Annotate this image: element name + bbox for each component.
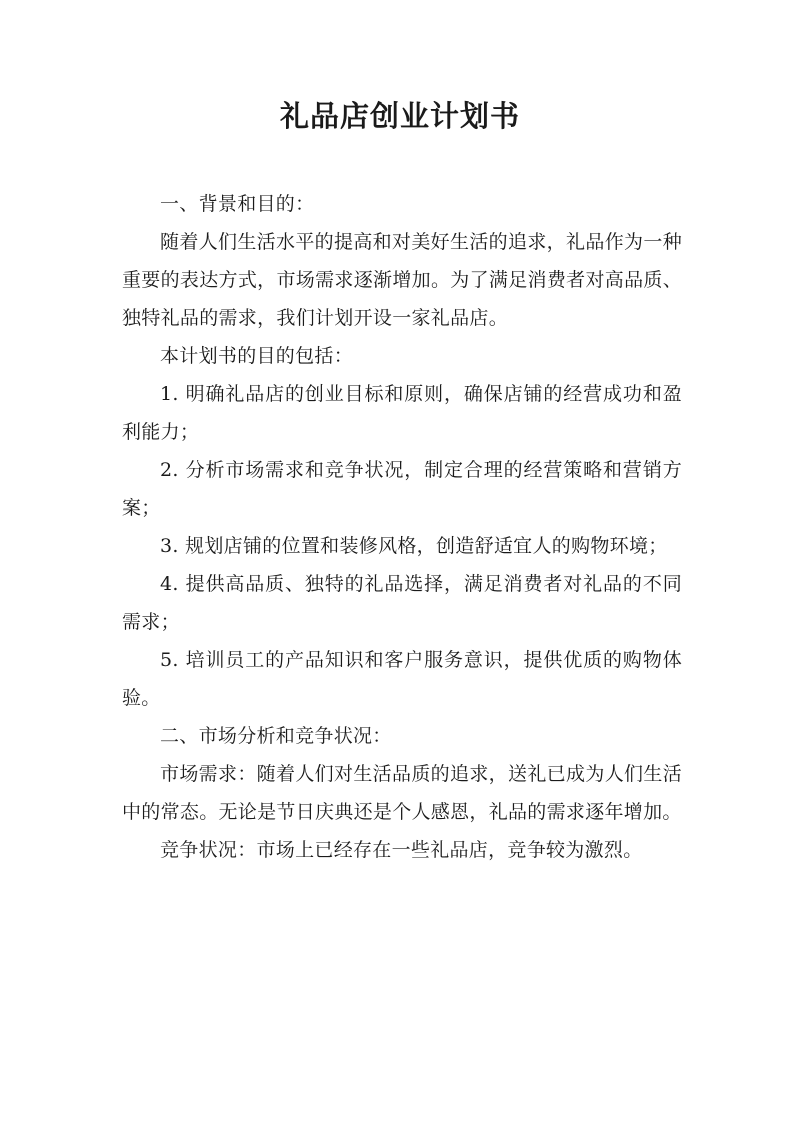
- list-item-goal-3: 3. 规划店铺的位置和装修风格，创造舒适宜人的购物环境；: [160, 535, 668, 557]
- paragraph-competition: 竞争状况：市场上已经存在一些礼品店，竞争较为激烈。: [160, 839, 643, 861]
- list-item-goal-4: 4. 提供高品质、独特的礼品选择，满足消费者对礼品的不同需求；: [122, 573, 682, 633]
- list-item-goal-1: 1. 明确礼品店的创业目标和原则，确保店铺的经营成功和盈利能力；: [122, 383, 682, 443]
- paragraph-market-demand: 市场需求：随着人们对生活品质的追求，送礼已成为人们生活中的常态。无论是节日庆典还是个人感恩，礼品的需求逐年增加。: [122, 763, 682, 823]
- document-body: [122, 185, 682, 869]
- paragraph-background: 随着人们生活水平的提高和对美好生活的追求，礼品作为一种重要的表达方式，市场需求逐渐增加。为了满足消费者对高品质、独特礼品的需求，我们计划开设一家礼品店。: [122, 231, 682, 329]
- list-item-goal-5: 5. 培训员工的产品知识和客户服务意识，提供优质的购物体验。: [122, 649, 682, 709]
- section-heading-background: 一、背景和目的：: [160, 193, 315, 215]
- list-item-goal-2: 2. 分析市场需求和竞争状况，制定合理的经营策略和营销方案；: [122, 459, 682, 519]
- section-heading-market: 二、市场分析和竞争状况：: [160, 725, 392, 747]
- document-title: 礼品店创业计划书: [279, 99, 520, 133]
- paragraph-purpose-intro: 本计划书的目的包括：: [160, 345, 354, 367]
